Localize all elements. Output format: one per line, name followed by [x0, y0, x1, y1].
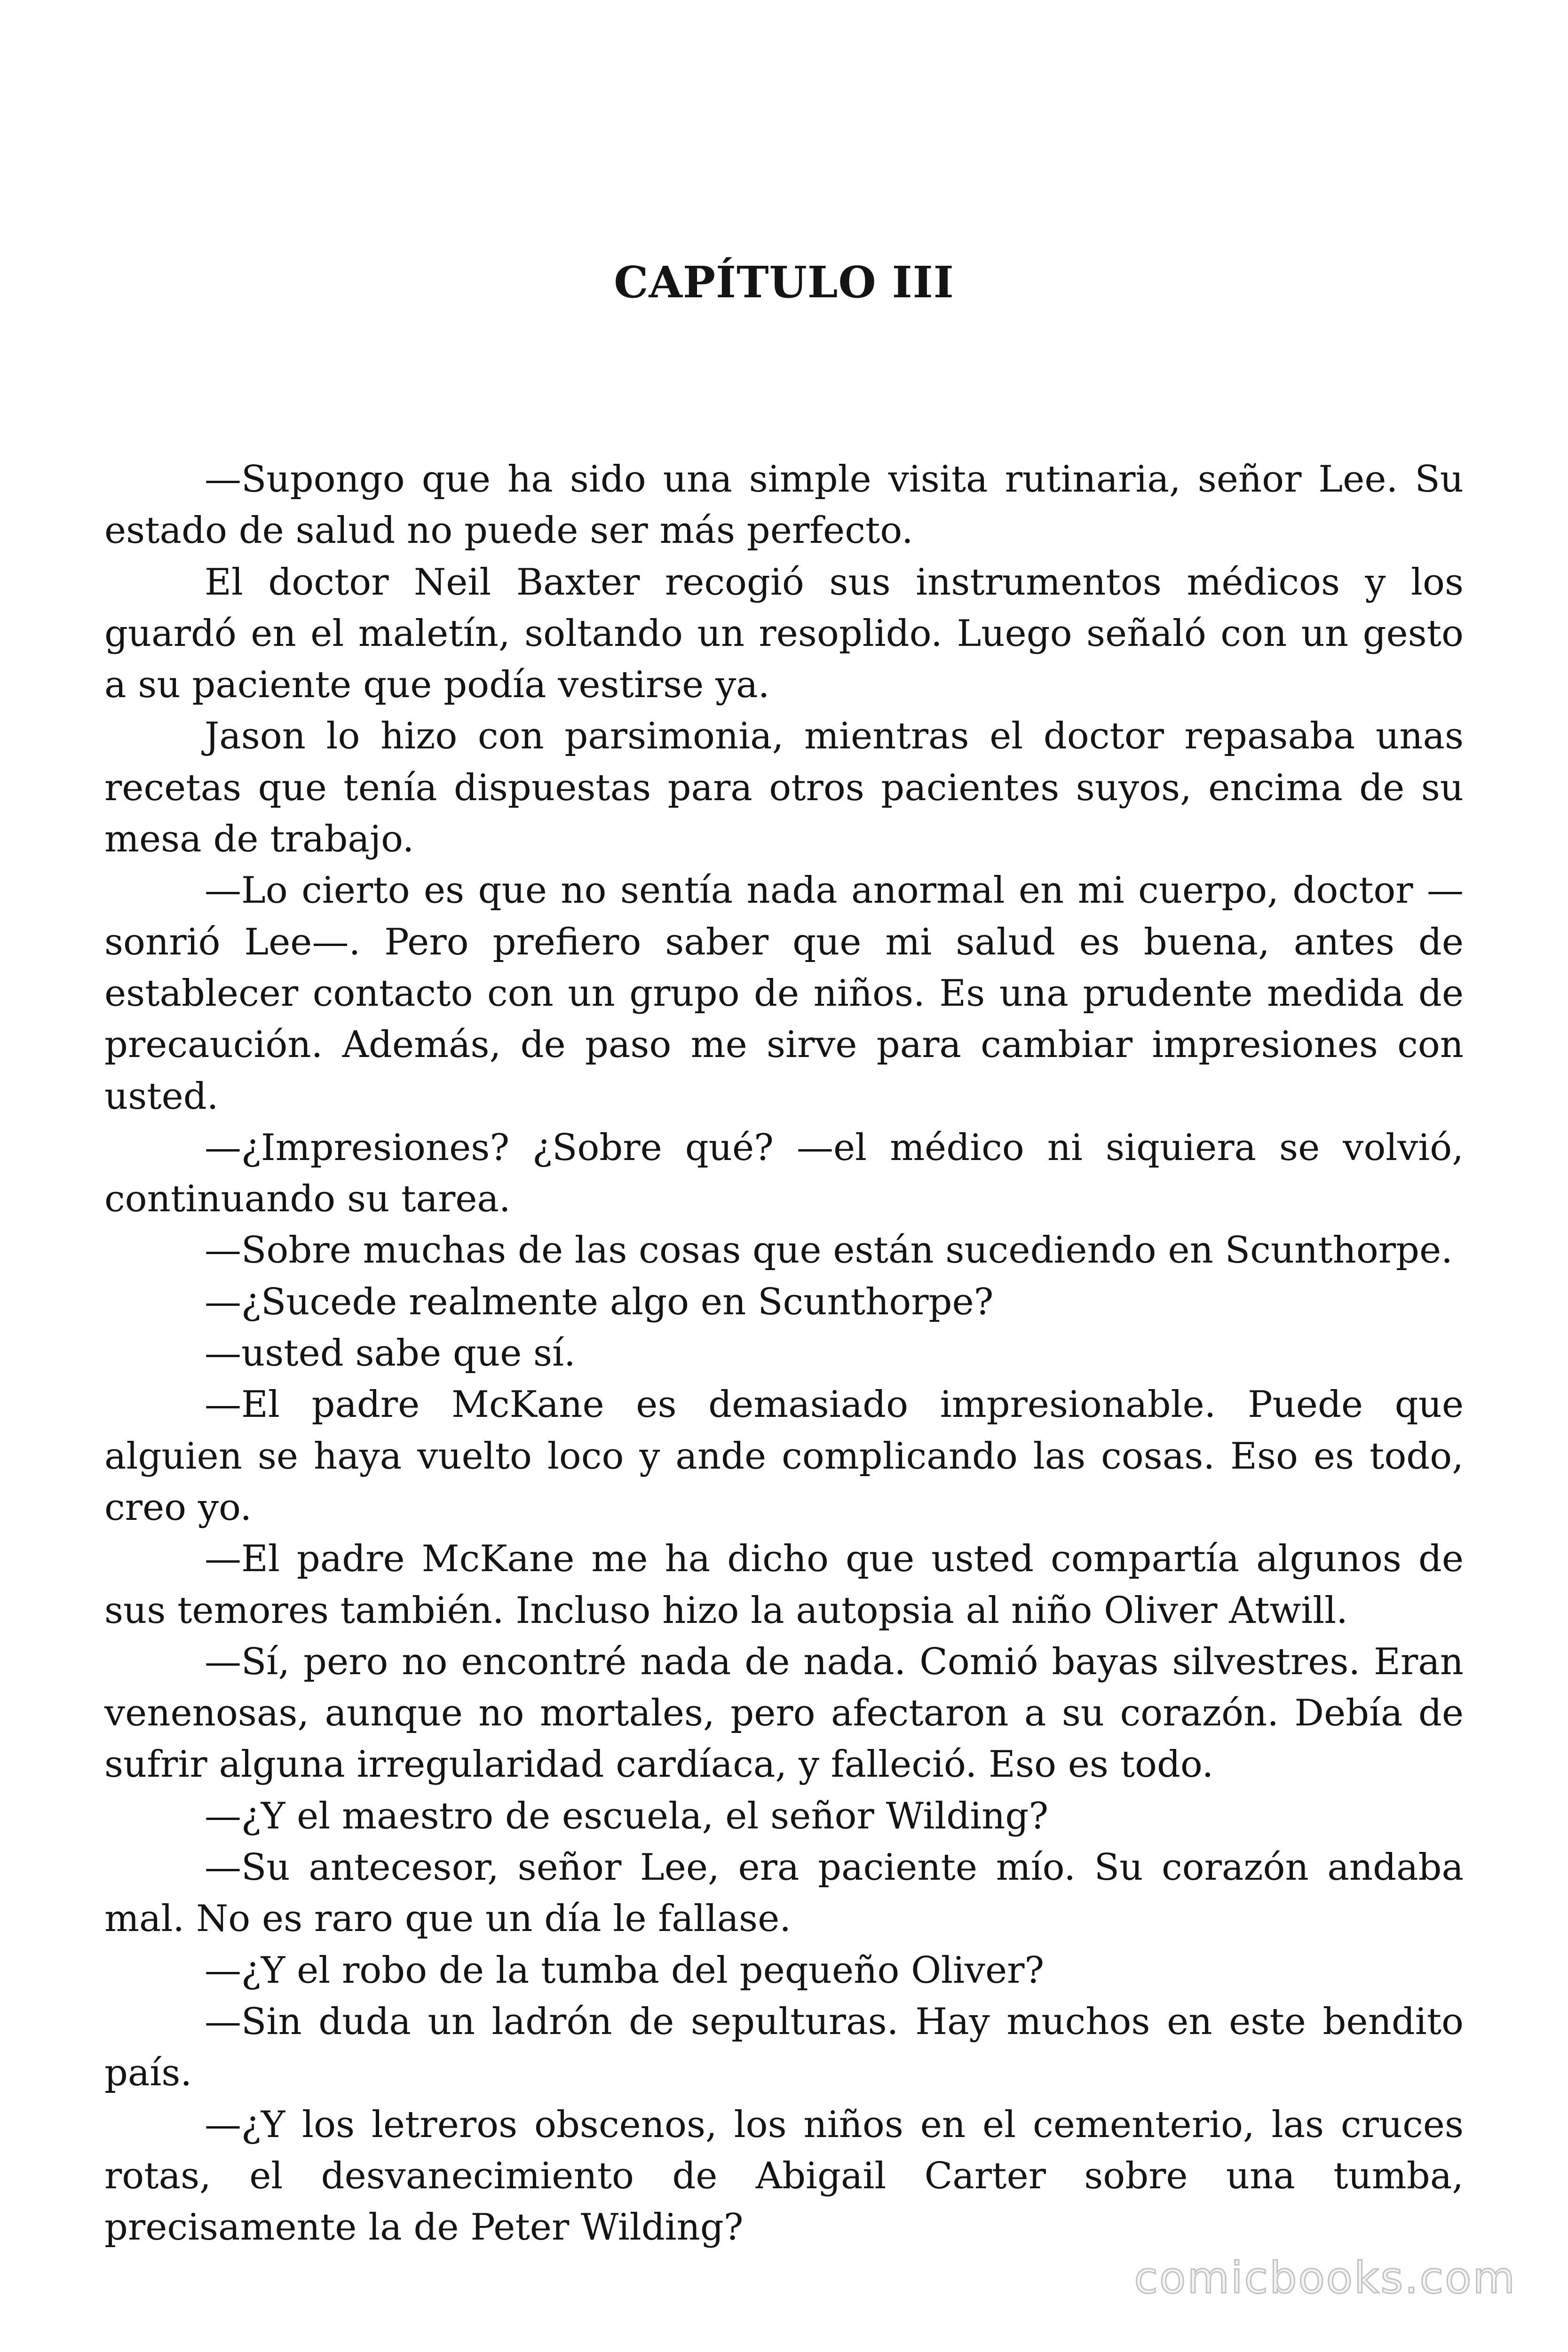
paragraph: —Sin duda un ladrón de sepulturas. Hay muchos en este bendito país.: [104, 2000, 1464, 2095]
paragraph: —Sí, pero no encontré nada de nada. Comió bayas silvestres. Eran venenosas, aunque no mortales, pero afectaron a su corazón. Debía de sufrir alguna irregularidad cardíaca, y falleció. Eso es todo.: [104, 1640, 1464, 1786]
chapter-title: CAPÍTULO III: [614, 257, 954, 308]
paragraph: —Lo cierto es que no sentía nada anormal en mi cuerpo, doctor —sonrió Lee—. Pero prefiero saber que mi salud es buena, antes de establecer contacto con un grupo de niños. Es una prudente medida de precaución. Además, de paso me sirve para cambiar impresiones con usted.: [104, 869, 1464, 1118]
chapter-body: [104, 454, 1464, 2253]
paragraph: —¿Y el maestro de escuela, el señor Wilding?: [205, 1795, 1049, 1837]
paragraph: —¿Impresiones? ¿Sobre qué? —el médico ni siquiera se volvió, continuando su tarea.: [104, 1126, 1464, 1221]
watermark: comicbooks.com: [1134, 2253, 1516, 2303]
paragraph: —Su antecesor, señor Lee, era paciente mío. Su corazón andaba mal. No es raro que un día le fallase.: [104, 1846, 1464, 1940]
paragraph: —Sobre muchas de las cosas que están sucediendo en Scunthorpe.: [205, 1229, 1453, 1272]
paragraph: Jason lo hizo con parsimonia, mientras el doctor repasaba unas recetas que tenía dispuestas para otros pacientes suyos, encima de su mesa de trabajo.: [104, 715, 1464, 861]
paragraph: —¿Sucede realmente algo en Scunthorpe?: [205, 1280, 994, 1323]
paragraph: —El padre McKane me ha dicho que usted compartía algunos de sus temores también. Incluso hizo la autopsia al niño Oliver Atwill.: [104, 1538, 1464, 1632]
paragraph: —El padre McKane es demasiado impresionable. Puede que alguien se haya vuelto loco y ande complicando las cosas. Eso es todo, creo yo.: [104, 1383, 1464, 1529]
paragraph: —Supongo que ha sido una simple visita rutinaria, señor Lee. Su estado de salud no puede ser más perfecto.: [104, 458, 1464, 552]
paragraph: —usted sabe que sí.: [205, 1332, 576, 1375]
paragraph: El doctor Neil Baxter recogió sus instrumentos médicos y los guardó en el maletín, soltando un resoplido. Luego señaló con un gesto a su paciente que podía vestirse ya.: [104, 561, 1464, 707]
paragraph: —¿Y el robo de la tumba del pequeño Oliver?: [205, 1949, 1045, 1992]
paragraph: —¿Y los letreros obscenos, los niños en el cementerio, las cruces rotas, el desvanecimiento de Abigail Carter sobre una tumba, precisamente la de Peter Wilding?: [104, 2103, 1464, 2249]
